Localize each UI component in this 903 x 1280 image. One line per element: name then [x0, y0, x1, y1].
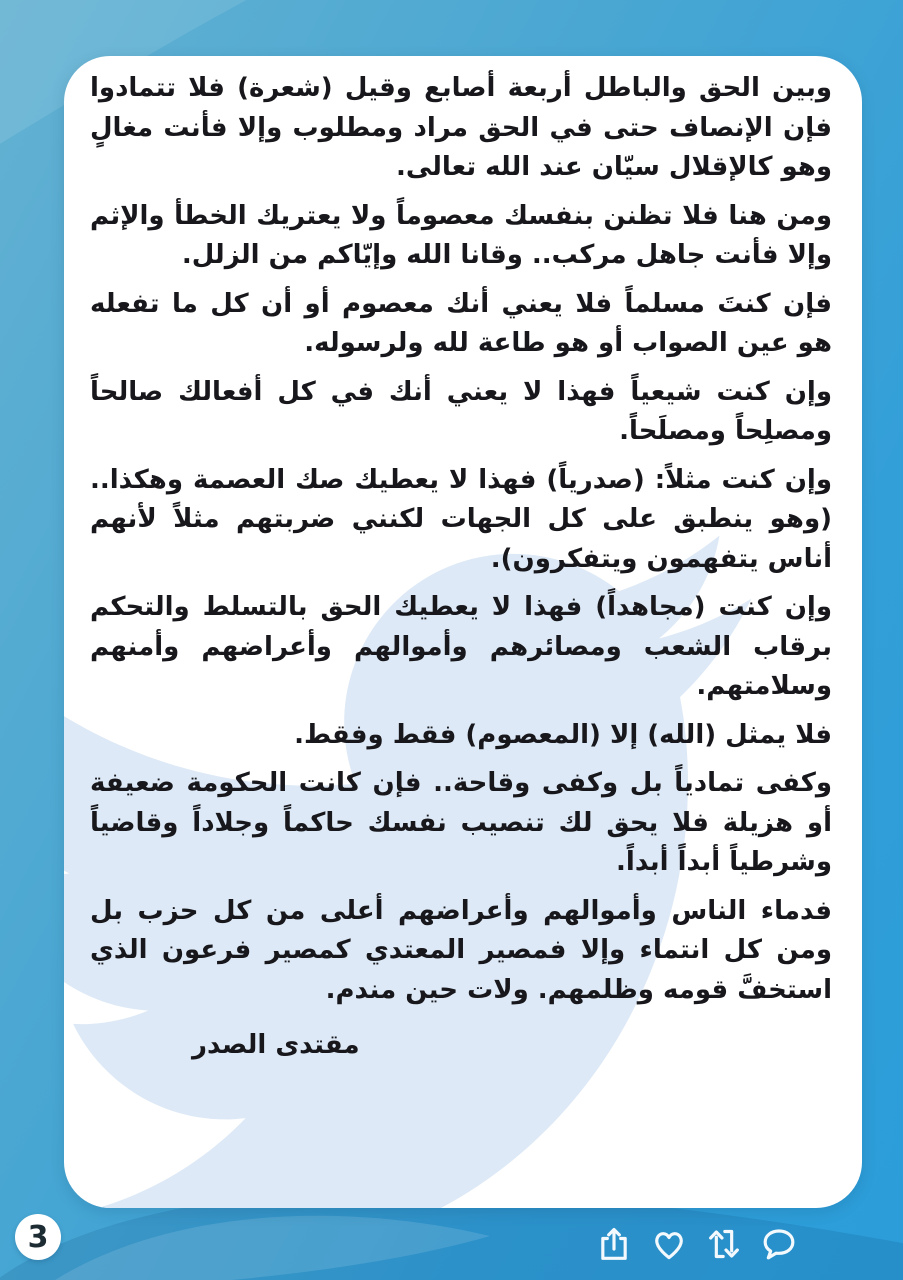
- page-number: 3: [27, 1219, 49, 1255]
- statement-paragraph: فدماء الناس وأموالهم وأعراضهم أعلى من كل حزب بل ومن كل انتماء وإلا فمصير المعتدي كمصير فرعون الذي استخفَّ قومه وظلمهم. ولات حين مندم.: [90, 895, 832, 1005]
- reply-button[interactable]: [759, 1224, 799, 1264]
- statement-text: [64, 56, 862, 1066]
- share-button[interactable]: [594, 1224, 634, 1264]
- statement-paragraph: فإن كنتَ مسلماً فلا يعني أنك معصوم أو أن كل ما تفعله هو عين الصواب أو هو طاعة لله ولرسوله.: [90, 288, 832, 359]
- statement-paragraph: وبين الحق والباطل أربعة أصابع وقيل (شعرة) فلا تتمادوا فإن الإنصاف حتى في الحق مراد ومطلوب وإلا فأنت مغالٍ وهو كالإقلال سيّان عند الله تعالى.: [90, 73, 832, 183]
- statement-paragraph: وإن كنت مثلاً: (صدرياً) فهذا لا يعطيك صك العصمة وهكذا.. (وهو ينطبق على كل الجهات لكنني ضربتهم مثلاً لأنهم أناس يتفهمون ويتفكرون).: [90, 464, 832, 574]
- statement-paragraph: ومن هنا فلا تظنن بنفسك معصوماً ولا يعتريك الخطأ والإثم وإلا فأنت جاهل مركب.. وقانا الله وإيّاكم من الزلل.: [90, 200, 832, 271]
- statement-paragraph: وإن كنت شيعياً فهذا لا يعني أنك في كل أفعالك صالحاً ومصلِحاً ومصلَحاً.: [90, 376, 832, 447]
- share-icon: [594, 1224, 634, 1264]
- statement-paragraph: فلا يمثل (الله) إلا (المعصوم) فقط وفقط.: [294, 719, 832, 750]
- like-button[interactable]: [649, 1224, 689, 1264]
- retweet-button[interactable]: [704, 1224, 744, 1264]
- signature: مقتدى الصدر: [192, 1030, 360, 1061]
- heart-icon: [649, 1224, 689, 1264]
- action-bar: [594, 1224, 799, 1264]
- retweet-icon: [704, 1224, 744, 1264]
- statement-paragraph: وكفى تمادياً بل وكفى وقاحة.. فإن كانت الحكومة ضعيفة أو هزيلة فلا يحق لك تنصيب نفسك حاكماً وجلاداً وقاضياً وشرطياً أبداً أبداً.: [90, 768, 832, 878]
- page-number-badge: [15, 1214, 61, 1260]
- statement-paragraph: وإن كنت (مجاهداً) فهذا لا يعطيك الحق بالتسلط والتحكم برقاب الشعب ومصائرهم وأموالهم وأعراضهم وأمنهم وسلامتهم.: [90, 592, 832, 702]
- statement-card: [64, 56, 862, 1208]
- reply-icon: [759, 1224, 799, 1264]
